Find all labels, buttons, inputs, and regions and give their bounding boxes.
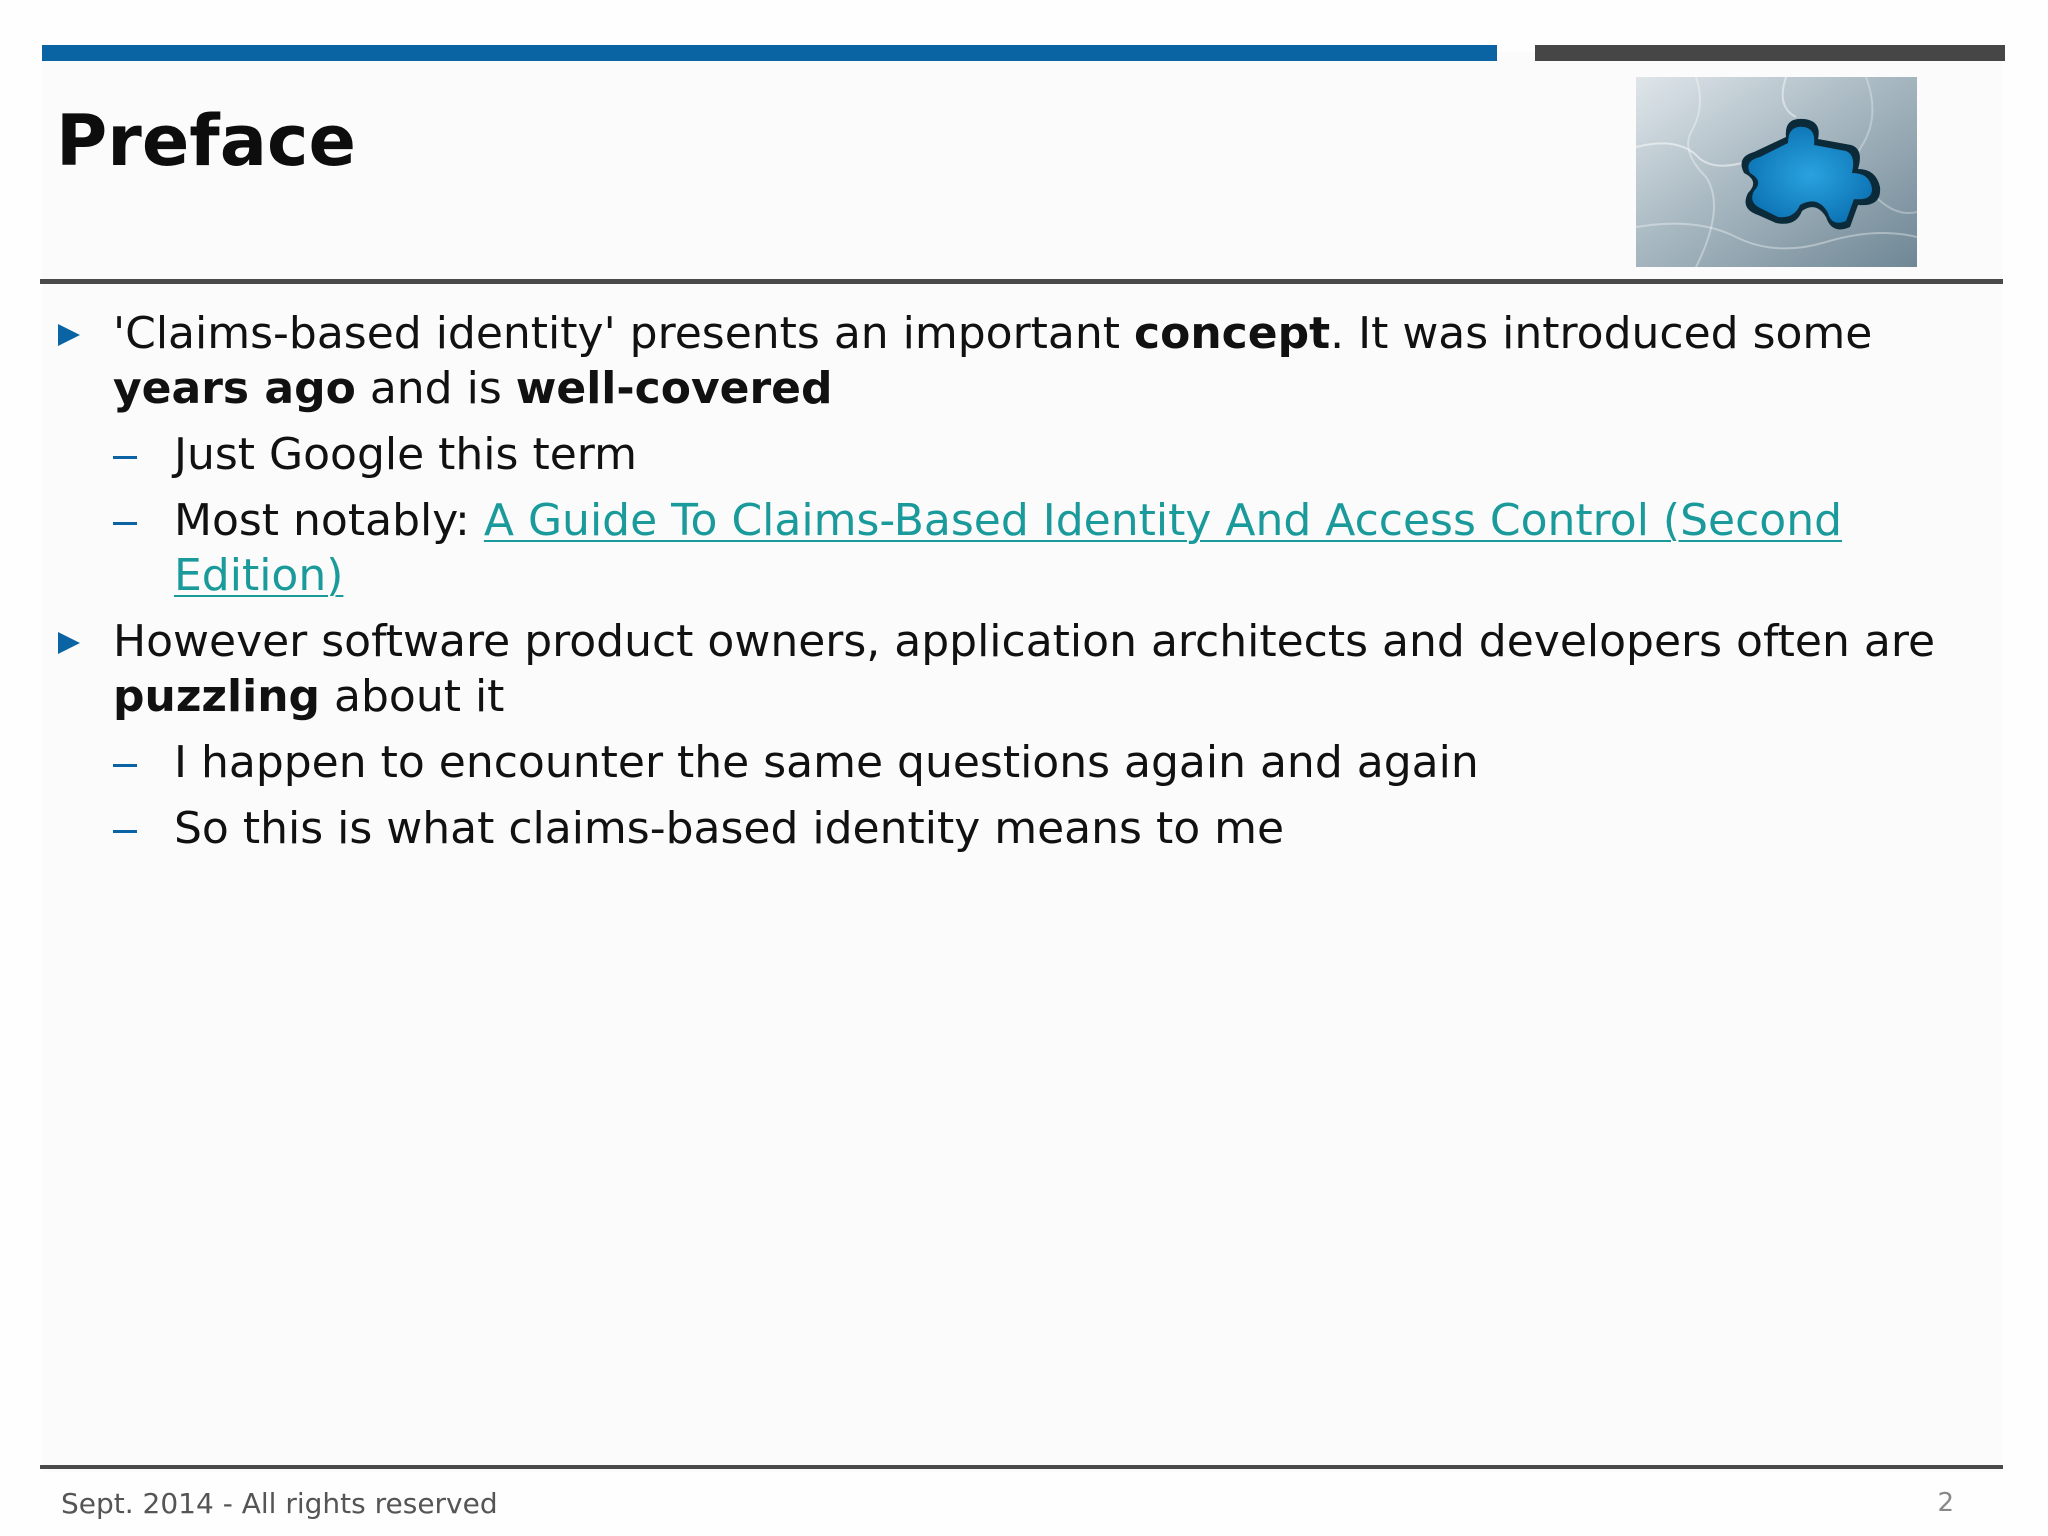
sub-bullet-text: So this is what claims-based identity means to me bbox=[174, 803, 1285, 854]
dash-bullet-icon bbox=[113, 830, 137, 833]
header-divider bbox=[40, 279, 2003, 284]
bullet-item bbox=[56, 306, 1976, 416]
sub-bullet-text: Most notably: bbox=[174, 495, 484, 546]
header-accent-bar bbox=[42, 45, 1497, 61]
sub-bullet-item bbox=[56, 801, 1976, 856]
dash-bullet-icon bbox=[113, 522, 137, 525]
sub-bullet-item bbox=[56, 427, 1976, 482]
dash-bullet-icon bbox=[113, 456, 137, 459]
bullet-text: 'Claims-based identity' presents an important bbox=[113, 308, 1135, 359]
sub-bullet-text: I happen to encounter the same questions again and again bbox=[174, 737, 1479, 788]
page-number: 2 bbox=[1937, 1488, 1954, 1518]
footer-copyright: Sept. 2014 - All rights reserved bbox=[61, 1487, 498, 1520]
dash-bullet-icon bbox=[113, 764, 137, 767]
sub-bullet-item bbox=[56, 735, 1976, 790]
bullet-bold-text: concept bbox=[1134, 308, 1331, 359]
footer-divider bbox=[40, 1465, 2003, 1469]
bullet-bold-text: years ago bbox=[113, 363, 356, 414]
bullet-list bbox=[56, 306, 1976, 867]
header-dark-bar bbox=[1535, 45, 2005, 61]
jigsaw-puzzle-missing-piece-icon bbox=[1636, 77, 1917, 267]
bullet-bold-text: puzzling bbox=[113, 671, 321, 722]
bullet-item bbox=[56, 614, 1976, 724]
bullet-text: . It was introduced some bbox=[1330, 308, 1873, 359]
bullet-text: about it bbox=[320, 671, 505, 722]
bullet-bold-text: well-covered bbox=[515, 363, 833, 414]
sub-bullet-text: Just Google this term bbox=[174, 429, 637, 480]
triangle-bullet-icon bbox=[58, 324, 80, 346]
triangle-bullet-icon bbox=[58, 632, 80, 654]
slide-title: Preface bbox=[56, 100, 356, 182]
bullet-text: However software product owners, application architects and developers often are bbox=[113, 616, 1936, 667]
sub-bullet-item bbox=[56, 493, 1976, 603]
bullet-text: and is bbox=[355, 363, 516, 414]
guide-link[interactable]: A Guide To Claims-Based Identity And Access Control (Second Edition) bbox=[174, 495, 1843, 601]
